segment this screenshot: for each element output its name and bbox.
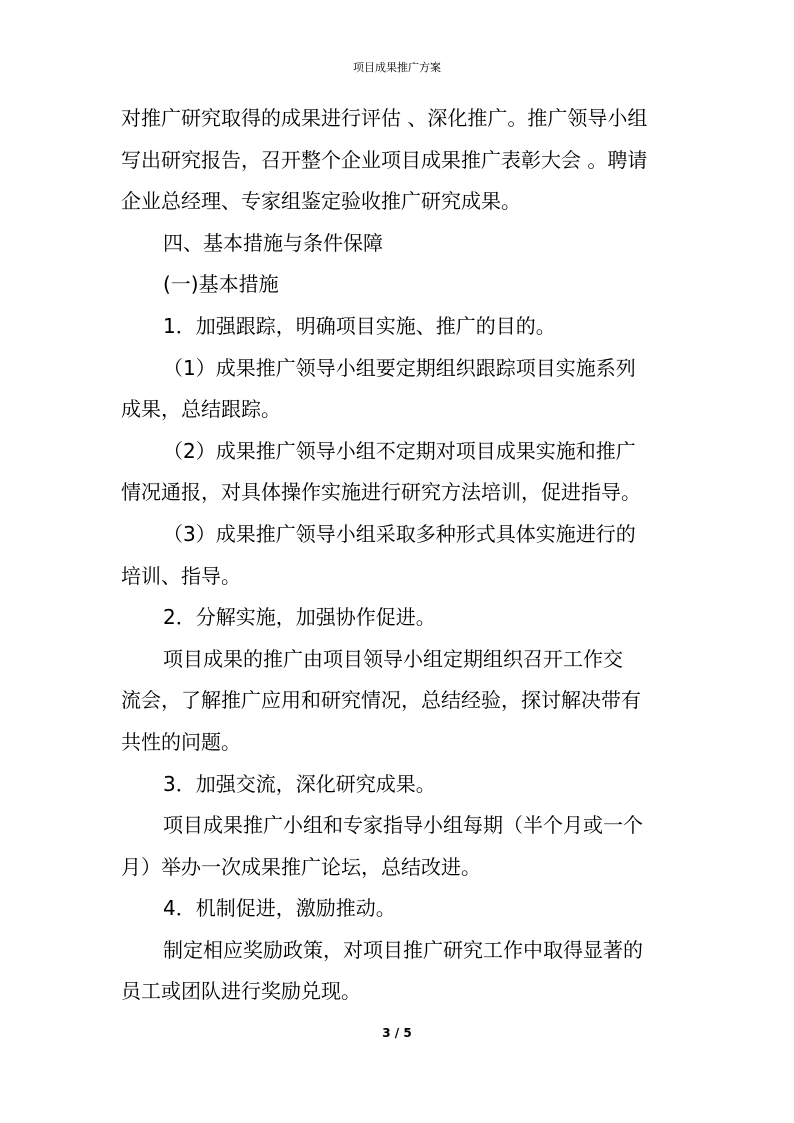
text-line: 制定相应奖励政策，对项目推广研究工作中取得显著的 — [163, 937, 643, 962]
document-body — [121, 98, 677, 1013]
text-line: 流会，了解推广应用和研究情况，总结经验，探讨解决带有 — [121, 688, 641, 713]
text-line: 项目成果的推广由项目领导小组定期组织召开工作交 — [163, 646, 623, 671]
text-line: （2）成果推广领导小组不定期对项目成果实施和推广 — [163, 438, 636, 463]
text-line: 共性的问题。 — [121, 729, 241, 754]
text-line: 对推广研究取得的成果进行评估 、深化推广。推广领导小组 — [121, 106, 648, 130]
item-heading: 4．机制促进，激励推动。 — [163, 896, 396, 921]
item-heading: 2．分解实施，加强协作促进。 — [163, 605, 436, 630]
text-line: 情况通报，对具体操作实施进行研究方法培训，促进指导。 — [121, 480, 641, 505]
item-heading: 3．加强交流，深化研究成果。 — [163, 771, 436, 796]
text-line: 企业总经理、专家组鉴定验收推广研究成果。 — [121, 189, 521, 214]
running-header: 项目成果推广方案 — [353, 61, 441, 74]
text-line: 月）举办一次成果推广论坛，总结改进。 — [121, 854, 481, 879]
text-line: 培训、指导。 — [121, 563, 241, 588]
text-line: （3）成果推广领导小组采取多种形式具体实施进行的 — [163, 521, 636, 546]
item-heading: 1．加强跟踪，明确项目实施、推广的目的。 — [163, 313, 556, 338]
text-line: 成果，总结跟踪。 — [121, 397, 281, 422]
section-heading: 四、基本措施与条件保障 — [163, 230, 383, 255]
text-line: 写出研究报告，召开整个企业项目成果推广表彰大会 。聘请 — [121, 147, 648, 172]
page-number: 3 / 5 — [382, 1026, 412, 1040]
text-line: 项目成果推广小组和专家指导小组每期（半个月或一个 — [163, 813, 643, 838]
text-line: （1）成果推广领导小组要定期组织跟踪项目实施系列 — [163, 355, 636, 380]
text-line: 员工或团队进行奖励兑现。 — [121, 979, 361, 1004]
subsection-heading: (一)基本措施 — [163, 272, 279, 297]
